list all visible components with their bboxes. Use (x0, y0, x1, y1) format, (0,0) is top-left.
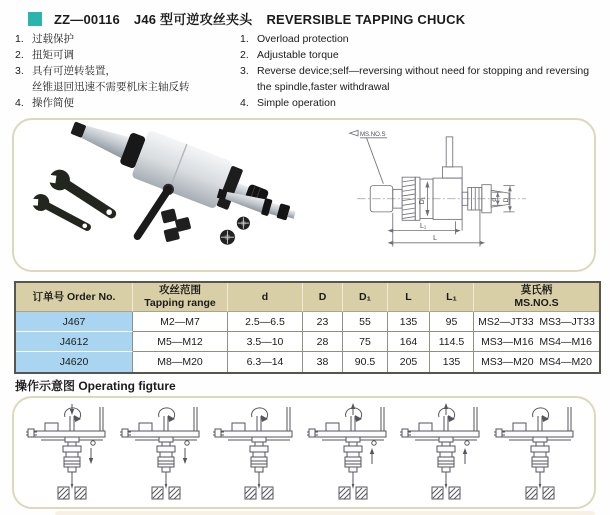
feature-item: 1. Overload protection (240, 33, 349, 45)
feature-item: 2. 扭矩可调 (15, 49, 74, 61)
table-cell: 164 (388, 332, 430, 352)
spec-table-head (16, 283, 599, 312)
feature-item: 3. Reverse device;self—reversing without need for stopping and reversing the spindle,faster withdrawal (240, 65, 590, 93)
operating-figure-label: 操作示意图 Operating figture (15, 379, 176, 393)
table-cell: 28 (303, 332, 343, 352)
spec-table-body (16, 312, 599, 372)
table-cell: 38 (303, 352, 343, 372)
table-cell: J4612 (16, 332, 133, 352)
table-row (16, 312, 599, 332)
feature-item: 2. Adjustable torque (240, 49, 339, 61)
table-cell: 23 (303, 312, 343, 332)
section-bullet-icon (28, 12, 42, 26)
drawing-label-d1: D₁ (419, 196, 427, 205)
column-header: L (388, 283, 430, 312)
product-title-en: REVERSIBLE TAPPING CHUCK (266, 12, 466, 27)
product-title-cn: J46 型可逆攻丝夹头 (133, 12, 253, 27)
drawing-label-D: D (503, 197, 511, 203)
column-header: d (228, 283, 303, 312)
table-cell: 75 (343, 332, 388, 352)
product-box (12, 118, 596, 272)
feature-list-cn (15, 31, 237, 111)
feature-item: 1. 过载保护 (15, 33, 74, 45)
operating-figure-tapping (212, 403, 302, 503)
product-photo-image (14, 120, 304, 270)
table-cell: 205 (388, 352, 430, 372)
page-header (28, 9, 479, 28)
column-header: 订单号 Order No. (16, 283, 133, 312)
table-cell: M5—M12 (133, 332, 228, 352)
feature-item: 4. Simple operation (240, 97, 336, 109)
page-title (54, 9, 479, 28)
operating-figure-feed-approach (25, 403, 115, 503)
table-cell: 114.5 (430, 332, 474, 352)
feature-list-en (240, 31, 608, 111)
table-cell: MS3—M20 MS4—M20 (474, 352, 599, 372)
table-cell: 3.5—10 (228, 332, 303, 352)
technical-drawing (304, 120, 594, 270)
product-code: ZZ—00116 (54, 12, 120, 27)
operating-figures-box (12, 396, 596, 509)
table-cell: 6.3—14 (228, 352, 303, 372)
feature-item: 3. 具有可逆转装置， 丝锥退回迅速不需要机床主轴反转 (15, 65, 190, 93)
operating-figure-withdrawing (399, 403, 489, 503)
operating-figure-withdrawn (493, 403, 583, 503)
operating-figure-feed-engage (119, 403, 209, 503)
column-header: D₁ (343, 283, 388, 312)
column-header: 莫氏柄 MS.NO.S (474, 283, 599, 312)
table-cell: MS2—JT33 MS3—JT33 (474, 312, 599, 332)
drawing-label-d: d (490, 197, 498, 202)
table-cell: M8—M20 (133, 352, 228, 372)
drawing-label-l1: L₁ (419, 222, 427, 230)
table-cell: 135 (430, 352, 474, 372)
operating-figure-reverse-start (306, 403, 396, 503)
column-header: 攻丝范围 Tapping range (133, 283, 228, 312)
table-cell: M2—M7 (133, 312, 228, 332)
table-cell: 135 (388, 312, 430, 332)
column-header: L₁ (430, 283, 474, 312)
table-cell: J467 (16, 312, 133, 332)
table-cell: 95 (430, 312, 474, 332)
table-cell: 2.5—6.5 (228, 312, 303, 332)
spec-table (14, 281, 601, 374)
table-cell: J4620 (16, 352, 133, 372)
table-cell: 55 (343, 312, 388, 332)
column-header: D (303, 283, 343, 312)
table-cell: 90.5 (343, 352, 388, 372)
table-row (16, 352, 599, 372)
drawing-label-l: L (433, 235, 437, 243)
next-section-edge (55, 511, 595, 515)
table-cell: MS3—M16 MS4—M16 (474, 332, 599, 352)
table-row (16, 332, 599, 352)
drawing-label-shank: MS.NO.S (359, 130, 386, 138)
feature-item: 4. 操作简便 (15, 97, 74, 109)
